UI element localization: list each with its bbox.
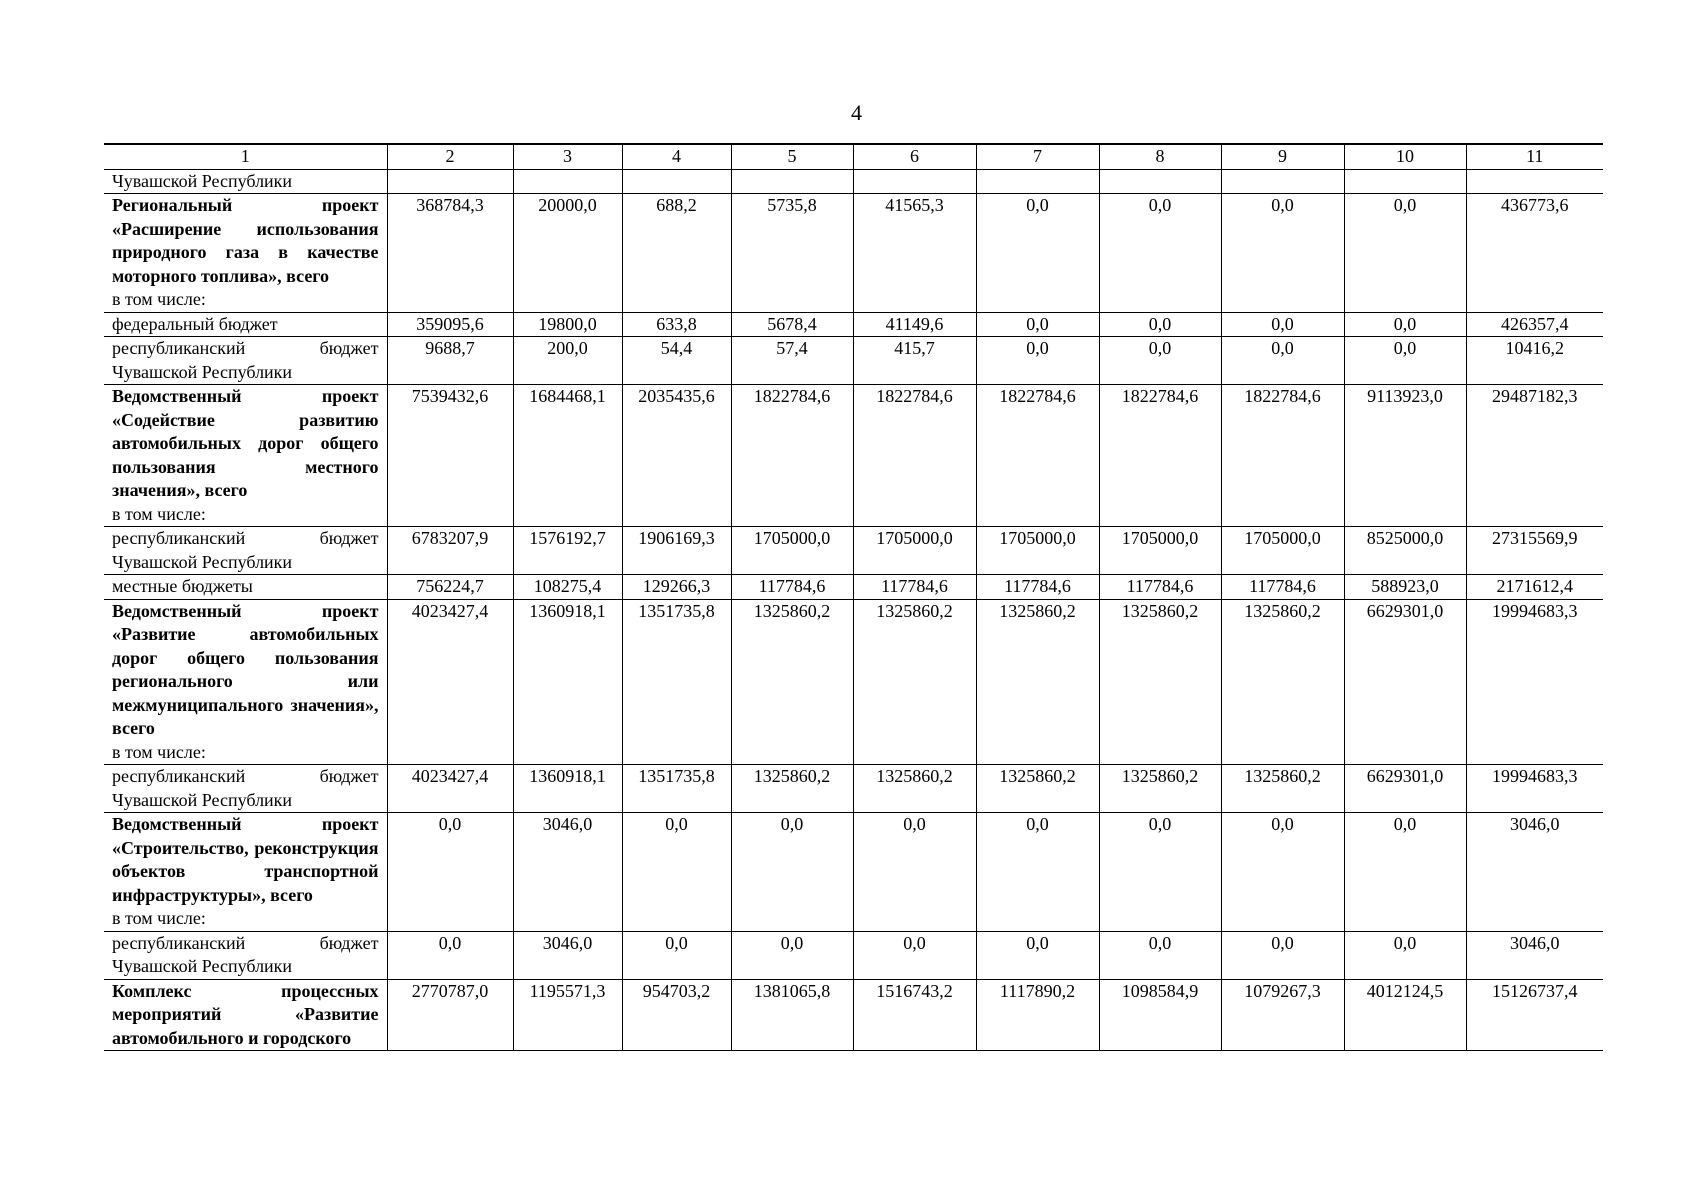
row-label-cell bbox=[104, 527, 387, 575]
row-label-cell bbox=[104, 575, 387, 600]
table-header bbox=[104, 144, 1603, 169]
value-cell-col-10: 6629301,0 bbox=[1344, 765, 1466, 813]
value-cell-col-8: 0,0 bbox=[1099, 813, 1221, 932]
value-cell-col-11: 3046,0 bbox=[1466, 813, 1603, 932]
value-cell-col-2: 0,0 bbox=[387, 931, 513, 979]
value-cell-col-5: 1381065,8 bbox=[731, 979, 853, 1051]
value-cell-col-9: 117784,6 bbox=[1221, 575, 1344, 600]
value-cell-col-11: 19994683,3 bbox=[1466, 765, 1603, 813]
value-cell-col-9: 0,0 bbox=[1221, 337, 1344, 385]
value-cell-col-6: 415,7 bbox=[853, 337, 976, 385]
value-cell-col-11: 27315569,9 bbox=[1466, 527, 1603, 575]
value-cell-col-11: 19994683,3 bbox=[1466, 599, 1603, 765]
value-cell-col-11: 436773,6 bbox=[1466, 194, 1603, 313]
value-cell-col-5: 117784,6 bbox=[731, 575, 853, 600]
column-header-11: 11 bbox=[1466, 144, 1603, 169]
section-title: Ведомственный проект «Строительство, реконструкция объектов транспортной инфраструктуры», всего bbox=[112, 814, 379, 905]
value-cell-col-2: 9688,7 bbox=[387, 337, 513, 385]
value-cell-col-8: 1705000,0 bbox=[1099, 527, 1221, 575]
value-cell-col-5: 1325860,2 bbox=[731, 599, 853, 765]
value-cell-col-5: 5735,8 bbox=[731, 194, 853, 313]
value-cell-col-11 bbox=[1466, 169, 1603, 194]
value-cell-col-9: 0,0 bbox=[1221, 931, 1344, 979]
value-cell-col-7: 0,0 bbox=[976, 337, 1099, 385]
value-cell-col-4: 129266,3 bbox=[622, 575, 731, 600]
value-cell-col-7: 1705000,0 bbox=[976, 527, 1099, 575]
value-cell-col-3: 108275,4 bbox=[513, 575, 622, 600]
value-cell-col-3: 200,0 bbox=[513, 337, 622, 385]
value-cell-col-11: 10416,2 bbox=[1466, 337, 1603, 385]
value-cell-col-6: 1325860,2 bbox=[853, 599, 976, 765]
value-cell-col-10: 4012124,5 bbox=[1344, 979, 1466, 1051]
value-cell-col-7: 117784,6 bbox=[976, 575, 1099, 600]
budget-source-label: местные бюджеты bbox=[112, 576, 253, 596]
value-cell-col-9: 1325860,2 bbox=[1221, 765, 1344, 813]
value-cell-col-7: 1822784,6 bbox=[976, 385, 1099, 527]
row-label-cell bbox=[104, 194, 387, 313]
value-cell-col-10: 0,0 bbox=[1344, 931, 1466, 979]
value-cell-col-4: 633,8 bbox=[622, 312, 731, 337]
value-cell-col-3: 1684468,1 bbox=[513, 385, 622, 527]
column-header-8: 8 bbox=[1099, 144, 1221, 169]
table-body bbox=[104, 169, 1603, 1051]
value-cell-col-10: 6629301,0 bbox=[1344, 599, 1466, 765]
table-row bbox=[104, 979, 1603, 1051]
budget-source-label: республиканский бюджет Чувашской Республики bbox=[112, 932, 379, 976]
value-cell-col-7: 1325860,2 bbox=[976, 765, 1099, 813]
row-label-cell bbox=[104, 337, 387, 385]
value-cell-col-4: 54,4 bbox=[622, 337, 731, 385]
value-cell-col-4: 1906169,3 bbox=[622, 527, 731, 575]
value-cell-col-5: 1822784,6 bbox=[731, 385, 853, 527]
page-number: 4 bbox=[851, 100, 862, 125]
value-cell-col-9 bbox=[1221, 169, 1344, 194]
value-cell-col-10: 0,0 bbox=[1344, 813, 1466, 932]
value-cell-col-9: 1079267,3 bbox=[1221, 979, 1344, 1051]
table-row bbox=[104, 194, 1603, 313]
including-label: в том числе: bbox=[112, 289, 206, 309]
value-cell-col-6: 0,0 bbox=[853, 931, 976, 979]
value-cell-col-2: 368784,3 bbox=[387, 194, 513, 313]
value-cell-col-2: 4023427,4 bbox=[387, 599, 513, 765]
value-cell-col-8 bbox=[1099, 169, 1221, 194]
value-cell-col-3: 3046,0 bbox=[513, 931, 622, 979]
row-label-cell bbox=[104, 599, 387, 765]
value-cell-col-8: 1098584,9 bbox=[1099, 979, 1221, 1051]
value-cell-col-10: 588923,0 bbox=[1344, 575, 1466, 600]
value-cell-col-2 bbox=[387, 169, 513, 194]
value-cell-col-3: 1576192,7 bbox=[513, 527, 622, 575]
column-header-2: 2 bbox=[387, 144, 513, 169]
value-cell-col-2: 7539432,6 bbox=[387, 385, 513, 527]
value-cell-col-4: 0,0 bbox=[622, 813, 731, 932]
header-row bbox=[104, 144, 1603, 169]
column-header-3: 3 bbox=[513, 144, 622, 169]
table-row bbox=[104, 765, 1603, 813]
value-cell-col-2: 756224,7 bbox=[387, 575, 513, 600]
table-row bbox=[104, 813, 1603, 932]
value-cell-col-8: 1325860,2 bbox=[1099, 765, 1221, 813]
value-cell-col-8: 0,0 bbox=[1099, 337, 1221, 385]
row-label-cell bbox=[104, 385, 387, 527]
value-cell-col-9: 0,0 bbox=[1221, 813, 1344, 932]
column-header-6: 6 bbox=[853, 144, 976, 169]
section-title: Ведомственный проект «Развитие автомобильных дорог общего пользования регионального или межмуниципального значения», всего bbox=[112, 600, 379, 738]
table-row bbox=[104, 575, 1603, 600]
value-cell-col-7 bbox=[976, 169, 1099, 194]
value-cell-col-4: 1351735,8 bbox=[622, 599, 731, 765]
including-label: в том числе: bbox=[112, 503, 206, 524]
value-cell-col-3: 19800,0 bbox=[513, 312, 622, 337]
value-cell-col-9: 1822784,6 bbox=[1221, 385, 1344, 527]
value-cell-col-10: 0,0 bbox=[1344, 194, 1466, 313]
value-cell-col-3: 1195571,3 bbox=[513, 979, 622, 1051]
column-header-10: 10 bbox=[1344, 144, 1466, 169]
value-cell-col-6: 41565,3 bbox=[853, 194, 976, 313]
value-cell-col-9: 0,0 bbox=[1221, 194, 1344, 313]
value-cell-col-8: 1822784,6 bbox=[1099, 385, 1221, 527]
value-cell-col-2: 2770787,0 bbox=[387, 979, 513, 1051]
column-header-9: 9 bbox=[1221, 144, 1344, 169]
value-cell-col-6: 41149,6 bbox=[853, 312, 976, 337]
value-cell-col-8: 1325860,2 bbox=[1099, 599, 1221, 765]
value-cell-col-9: 1325860,2 bbox=[1221, 599, 1344, 765]
column-header-7: 7 bbox=[976, 144, 1099, 169]
value-cell-col-7: 1117890,2 bbox=[976, 979, 1099, 1051]
value-cell-col-10 bbox=[1344, 169, 1466, 194]
value-cell-col-7: 0,0 bbox=[976, 312, 1099, 337]
value-cell-col-10: 0,0 bbox=[1344, 337, 1466, 385]
budget-source-label: республиканский бюджет Чувашской Республики bbox=[112, 766, 379, 810]
value-cell-col-3 bbox=[513, 169, 622, 194]
section-title: Ведомственный проект «Содействие развитию автомобильных дорог общего пользования местного значения», всего bbox=[112, 386, 379, 500]
value-cell-col-4: 688,2 bbox=[622, 194, 731, 313]
value-cell-col-4: 0,0 bbox=[622, 931, 731, 979]
value-cell-col-7: 1325860,2 bbox=[976, 599, 1099, 765]
table-row bbox=[104, 527, 1603, 575]
value-cell-col-10: 8525000,0 bbox=[1344, 527, 1466, 575]
table-row bbox=[104, 312, 1603, 337]
row-label-cell bbox=[104, 765, 387, 813]
column-header-1: 1 bbox=[104, 144, 387, 169]
table-row bbox=[104, 931, 1603, 979]
value-cell-col-11: 29487182,3 bbox=[1466, 385, 1603, 527]
value-cell-col-6: 1516743,2 bbox=[853, 979, 976, 1051]
row-label-cell bbox=[104, 813, 387, 932]
value-cell-col-11: 2171612,4 bbox=[1466, 575, 1603, 600]
value-cell-col-11: 426357,4 bbox=[1466, 312, 1603, 337]
column-header-5: 5 bbox=[731, 144, 853, 169]
table-row bbox=[104, 337, 1603, 385]
value-cell-col-2: 0,0 bbox=[387, 813, 513, 932]
value-cell-col-8: 0,0 bbox=[1099, 931, 1221, 979]
value-cell-col-6: 1705000,0 bbox=[853, 527, 976, 575]
value-cell-col-11: 15126737,4 bbox=[1466, 979, 1603, 1051]
value-cell-col-5: 0,0 bbox=[731, 931, 853, 979]
value-cell-col-6: 1822784,6 bbox=[853, 385, 976, 527]
value-cell-col-10: 9113923,0 bbox=[1344, 385, 1466, 527]
budget-source-label: федеральный бюджет bbox=[112, 313, 278, 334]
including-label: в том числе: bbox=[112, 741, 206, 762]
value-cell-col-3: 3046,0 bbox=[513, 813, 622, 932]
value-cell-col-8: 0,0 bbox=[1099, 194, 1221, 313]
value-cell-col-6: 0,0 bbox=[853, 813, 976, 932]
row-label-cell bbox=[104, 931, 387, 979]
table-row bbox=[104, 385, 1603, 527]
value-cell-col-6: 1325860,2 bbox=[853, 765, 976, 813]
value-cell-col-5: 1325860,2 bbox=[731, 765, 853, 813]
value-cell-col-5: 57,4 bbox=[731, 337, 853, 385]
row-label-cell bbox=[104, 169, 387, 194]
row-label-cell bbox=[104, 312, 387, 337]
table-row bbox=[104, 599, 1603, 765]
value-cell-col-2: 6783207,9 bbox=[387, 527, 513, 575]
budget-source-label: республиканский бюджет Чувашской Республики bbox=[112, 338, 379, 382]
value-cell-col-9: 1705000,0 bbox=[1221, 527, 1344, 575]
value-cell-col-5: 5678,4 bbox=[731, 312, 853, 337]
including-label: в том числе: bbox=[112, 908, 206, 928]
value-cell-col-10: 0,0 bbox=[1344, 312, 1466, 337]
value-cell-col-7: 0,0 bbox=[976, 931, 1099, 979]
value-cell-col-2: 359095,6 bbox=[387, 312, 513, 337]
value-cell-col-3: 1360918,1 bbox=[513, 765, 622, 813]
budget-table bbox=[104, 143, 1603, 1051]
value-cell-col-5 bbox=[731, 169, 853, 194]
value-cell-col-6: 117784,6 bbox=[853, 575, 976, 600]
value-cell-col-3: 1360918,1 bbox=[513, 599, 622, 765]
value-cell-col-8: 0,0 bbox=[1099, 312, 1221, 337]
column-header-4: 4 bbox=[622, 144, 731, 169]
value-cell-col-4 bbox=[622, 169, 731, 194]
value-cell-col-4: 954703,2 bbox=[622, 979, 731, 1051]
value-cell-col-4: 2035435,6 bbox=[622, 385, 731, 527]
section-title: Региональный проект «Расширение использования природного газа в качестве моторного топлива», всего bbox=[112, 195, 379, 286]
row-label-cell bbox=[104, 979, 387, 1051]
value-cell-col-4: 1351735,8 bbox=[622, 765, 731, 813]
value-cell-col-5: 1705000,0 bbox=[731, 527, 853, 575]
value-cell-col-7: 0,0 bbox=[976, 194, 1099, 313]
budget-source-label: республиканский бюджет Чувашской Республики bbox=[112, 528, 379, 572]
value-cell-col-11: 3046,0 bbox=[1466, 931, 1603, 979]
value-cell-col-9: 0,0 bbox=[1221, 312, 1344, 337]
value-cell-col-3: 20000,0 bbox=[513, 194, 622, 313]
value-cell-col-5: 0,0 bbox=[731, 813, 853, 932]
section-title: Комплекс процессных мероприятий «Развитие автомобильного и городского bbox=[112, 980, 379, 1048]
value-cell-col-8: 117784,6 bbox=[1099, 575, 1221, 600]
budget-source-label: Чувашской Республики bbox=[112, 170, 293, 191]
value-cell-col-2: 4023427,4 bbox=[387, 765, 513, 813]
value-cell-col-7: 0,0 bbox=[976, 813, 1099, 932]
table-row bbox=[104, 169, 1603, 194]
value-cell-col-6 bbox=[853, 169, 976, 194]
